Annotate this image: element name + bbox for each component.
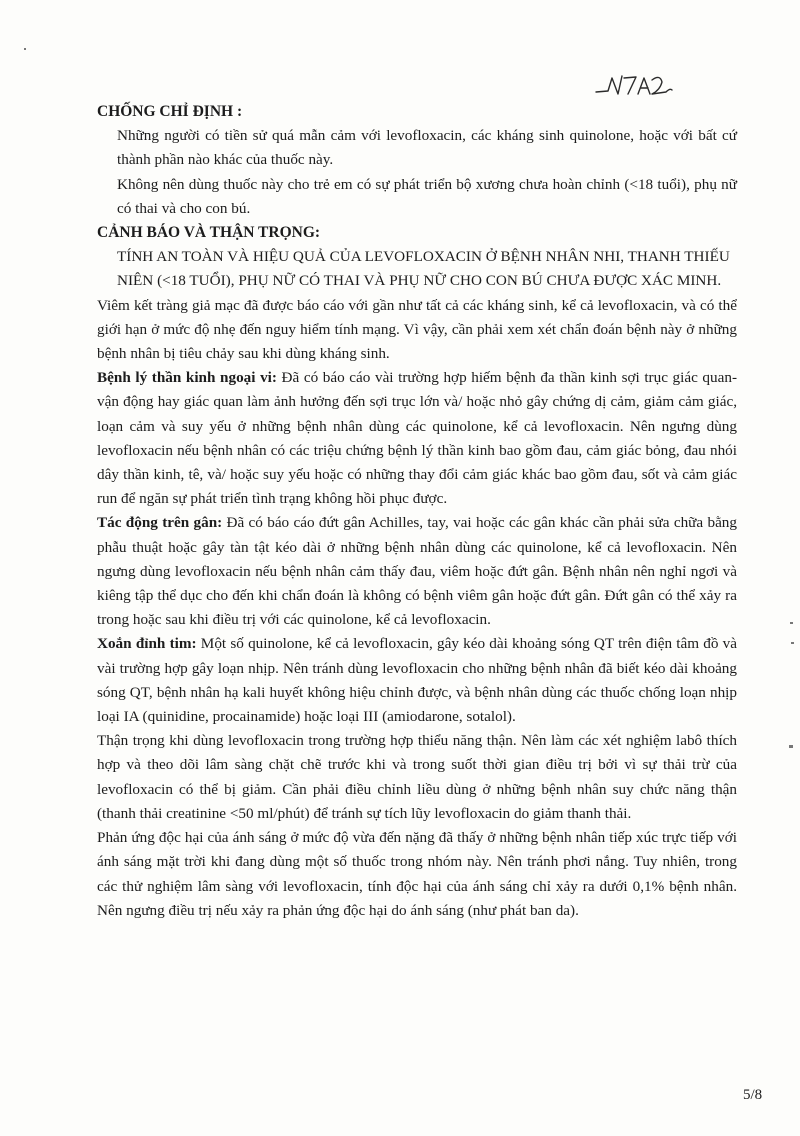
main-content — [97, 100, 737, 923]
neuropathy-paragraph — [97, 366, 737, 511]
contraindication-paragraph: Không nên dùng thuốc này cho trẻ em có sự phát triển bộ xương chưa hoàn chỉnh (<18 tuổi), phụ nữ có thai và cho con bú. — [117, 175, 737, 217]
phototoxicity-paragraph: Phản ứng độc hại của ánh sáng ở mức độ vừa đến nặng đã thấy ở những bệnh nhân tiếp xúc trực tiếp với ánh sáng mặt trời khi đang dùng một số thuốc trong nhóm này. Nên tránh phơi nắng. Tuy nhiên, trong các thử nghiệm lâm sàng với levofloxacin, tính độc hại của ánh sáng chỉ xảy ra dưới 0,1% bệnh nhân. Nên ngưng điều trị nếu xảy ra phản ứng độc hại do ánh sáng (như phát ban da). — [97, 829, 737, 919]
handwritten-signature — [594, 64, 674, 104]
tendon-lead: Tác động trên gân: — [97, 514, 223, 532]
neuropathy-text: Đã có báo cáo vài trường hợp hiếm bệnh đa thần kinh sợi trục giác quan-vận động hay giác quan làm ảnh hưởng đến sợi trục lớn và/ hoặc nhỏ gây chứng dị cảm, giảm cảm giác, loạn cảm và suy yếu ở những bệnh nhân dùng các quinolone, kể cả levofloxacin. Nên ngưng dùng levofloxacin nếu bệnh nhân có các triệu chứng bệnh lý thần kinh bao gồm đau, cảm giác bỏng, đau nhói dây thần kinh, tê, và/ hoặc suy yếu hoặc có những thay đổi cảm giác khác bao gồm đau, sốt và cảm giác run để ngăn sự phát triển tình trạng không hồi phục được. — [97, 369, 738, 508]
page-number: 5/8 — [743, 1087, 763, 1103]
neuropathy-lead: Bệnh lý thần kinh ngoại vi: — [97, 369, 277, 387]
torsades-text: Một số quinolone, kể cả levofloxacin, gây kéo dài khoảng sóng QT trên điện tâm đồ và vài trường hợp gây loạn nhịp. Nên tránh dùng levofloxacin cho những bệnh nhân đã biết kéo dài khoảng sóng QT, bệnh nhân hạ kali huyết không hiệu chỉnh được, và bệnh nhân dùng các thuốc chống loạn nhịp loại IA (quinidine, procainamide) hoặc loại III (amiodarone, sotalol). — [97, 635, 737, 726]
warnings-section — [97, 221, 737, 923]
tendon-text: Đã có báo cáo đứt gân Achilles, tay, vai hoặc các gân khác cần phải sửa chữa bằng phẫu thuật hoặc gây tàn tật kéo dài ở những bệnh nhân dùng các quinolone, kể cả levofloxacin. Nên ngưng dùng levofloxacin nếu bệnh nhân cảm thấy đau, viêm hoặc đứt gân. Bệnh nhân nên nghỉ ngơi và kiêng tập thể dục cho đến khi chẩn đoán là không có bệnh viêm gân hoặc đứt gân. Đứt gân có thể xảy ra trong hoặc sau khi điều trị với các quinolone, kể cả levofloxacin. — [97, 514, 737, 629]
warnings-heading: CẢNH BÁO VÀ THẬN TRỌNG: — [97, 224, 321, 242]
contraindication-paragraph: Những người có tiền sử quá mẫn cảm với levofloxacin, các kháng sinh quinolone, hoặc với bất cứ thành phần nào khác của thuốc này. — [117, 127, 737, 169]
scan-artifact — [789, 745, 793, 748]
scan-artifact — [791, 642, 794, 644]
scan-artifact — [790, 622, 793, 624]
colitis-paragraph: Viêm kết tràng giả mạc đã được báo cáo với gần như tất cả các kháng sinh, kể cả levofloxacin, và có thể giới hạn ở mức độ nhẹ đến nguy hiểm tính mạng. Vì vậy, cần phải xem xét chẩn đoán bệnh này ở những bệnh nhân bị tiêu chảy sau khi dùng kháng sinh. — [97, 296, 737, 363]
safety-notice-paragraph: TÍNH AN TOÀN VÀ HIỆU QUẢ CỦA LEVOFLOXACIN Ở BỆNH NHÂN NHI, THANH THIẾU NIÊN (<18 TUỔI), PHỤ NỮ CÓ THAI VÀ PHỤ NỮ CHO CON BÚ CHƯA ĐƯỢC XÁC MINH. — [117, 248, 730, 290]
contraindications-heading: CHỐNG CHỈ ĐỊNH : — [97, 103, 243, 120]
torsades-lead: Xoắn đỉnh tim: — [97, 635, 197, 653]
torsades-paragraph — [97, 632, 737, 729]
scan-artifact — [24, 48, 26, 50]
contraindications-section — [97, 100, 737, 221]
renal-paragraph: Thận trọng khi dùng levofloxacin trong trường hợp thiểu năng thận. Nên làm các xét nghiệm labô thích hợp và theo dõi lâm sàng chặt chẽ trước khi và trong suốt thời gian điều trị bởi vì sự thải trừ của levofloxacin có thể bị giảm. Cần phải điều chỉnh liều dùng ở những bệnh nhân suy chức năng thận (thanh thải creatinine <50 ml/phút) để tránh sự tích lũy levofloxacin do giảm thanh thải. — [97, 732, 737, 822]
tendon-paragraph — [97, 511, 737, 632]
